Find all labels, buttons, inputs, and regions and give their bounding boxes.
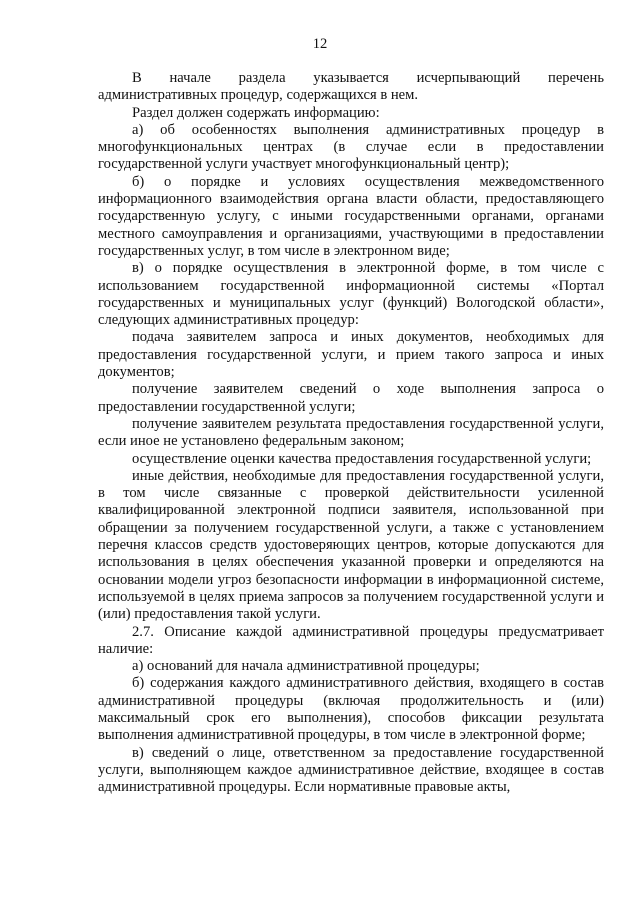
paragraph: в) о порядке осуществления в электронной форме, в том числе с использованием государственной информационной системы «Портал государственных и муниципальных услуг (функций) Вологодской области», следующих административных процедур: <box>98 260 604 329</box>
paragraph: осуществление оценки качества предоставления государственной услуги; <box>132 450 592 467</box>
paragraph: а) об особенностях выполнения административных процедур в многофункциональных центрах (в случае если в предоставлении государственной услуги участвует многофункциональный центр); <box>98 121 604 173</box>
paragraph: В начале раздела указывается исчерпывающий перечень административных процедур, содержащихся в нем. <box>98 70 604 104</box>
page-body <box>98 70 604 796</box>
paragraph: получение заявителем сведений о ходе выполнения запроса о предоставлении государственной услуги; <box>98 381 604 415</box>
page-number: 12 <box>312 36 328 52</box>
paragraph: иные действия, необходимые для предоставления государственной услуги, в том числе связанные с проверкой действительности усиленной квалифицированной электронной подписи заявителя, использованной при обращении за получением государственной услуги, а также с установлением перечня классов средств удостоверяющих центров, которые допускаются для использования в целях обеспечения указанной проверки и определяются на основании модели угроз безопасности информации в информационной системе, используемой в целях приема запросов за получением государственной услуги и (или) предоставления такой услуги. <box>98 467 604 623</box>
paragraph: б) о порядке и условиях осуществления межведомственного информационного взаимодействия органа власти области, предоставляющего государственную услугу, с иными государственными органами, органами местного самоуправления и организациями, участвующими в предоставлении государственных услуг, в том числе в электронном виде; <box>98 173 604 259</box>
paragraph: подача заявителем запроса и иных документов, необходимых для предоставления государственной услуги, и прием такого запроса и иных документов; <box>98 329 604 381</box>
paragraph: б) содержания каждого административного действия, входящего в состав административной процедуры (включая продолжительность и (или) максимальный срок его выполнения), способов фиксации результата выполнения административной процедуры, в том числе в электронной форме; <box>98 675 604 744</box>
paragraph: а) оснований для начала административной процедуры; <box>132 658 480 675</box>
paragraph: Раздел должен содержать информацию: <box>132 104 380 121</box>
paragraph: в) сведений о лице, ответственном за предоставление государственной услуги, выполняющем каждое административное действие, входящее в состав административной процедуры. Если нормативные правовые акты, <box>98 744 604 796</box>
paragraph: 2.7. Описание каждой административной процедуры предусматривает наличие: <box>98 623 604 657</box>
paragraph: получение заявителем результата предоставления государственной услуги, если иное не установлено федеральным законом; <box>98 415 604 450</box>
